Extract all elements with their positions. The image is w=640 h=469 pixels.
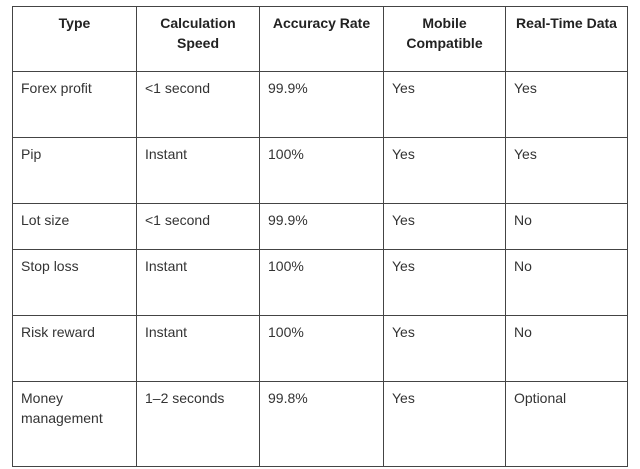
cell-mobile-compatible: Yes <box>384 250 506 316</box>
cell-type: Forex profit <box>13 72 137 138</box>
cell-type: Money management <box>13 382 137 467</box>
table-row <box>13 204 628 250</box>
cell-accuracy-rate: 99.8% <box>260 382 384 467</box>
cell-accuracy-rate: 99.9% <box>260 72 384 138</box>
comparison-table-container <box>12 6 627 467</box>
cell-calculation-speed: <1 second <box>137 204 260 250</box>
cell-real-time-data: Yes <box>506 72 628 138</box>
calculator-comparison-table <box>12 6 628 467</box>
cell-accuracy-rate: 100% <box>260 250 384 316</box>
table-row <box>13 138 628 204</box>
header-accuracy-rate: Accuracy Rate <box>260 7 384 72</box>
cell-mobile-compatible: Yes <box>384 316 506 382</box>
cell-type: Stop loss <box>13 250 137 316</box>
cell-mobile-compatible: Yes <box>384 204 506 250</box>
cell-calculation-speed: Instant <box>137 138 260 204</box>
cell-mobile-compatible: Yes <box>384 72 506 138</box>
cell-calculation-speed: Instant <box>137 250 260 316</box>
cell-calculation-speed: Instant <box>137 316 260 382</box>
cell-mobile-compatible: Yes <box>384 138 506 204</box>
cell-mobile-compatible: Yes <box>384 382 506 467</box>
cell-accuracy-rate: 100% <box>260 138 384 204</box>
table-row <box>13 72 628 138</box>
cell-real-time-data: Optional <box>506 382 628 467</box>
cell-real-time-data: No <box>506 316 628 382</box>
cell-type: Pip <box>13 138 137 204</box>
cell-accuracy-rate: 100% <box>260 316 384 382</box>
table-row <box>13 316 628 382</box>
header-calculation-speed: Calculation Speed <box>137 7 260 72</box>
cell-real-time-data: No <box>506 250 628 316</box>
cell-real-time-data: Yes <box>506 138 628 204</box>
table-row <box>13 250 628 316</box>
cell-real-time-data: No <box>506 204 628 250</box>
cell-accuracy-rate: 99.9% <box>260 204 384 250</box>
header-type: Type <box>13 7 137 72</box>
cell-type: Risk reward <box>13 316 137 382</box>
header-real-time-data: Real-Time Data <box>506 7 628 72</box>
cell-calculation-speed: <1 second <box>137 72 260 138</box>
table-row <box>13 382 628 467</box>
cell-calculation-speed: 1–2 seconds <box>137 382 260 467</box>
header-mobile-compatible: Mobile Compatible <box>384 7 506 72</box>
cell-type: Lot size <box>13 204 137 250</box>
table-header-row <box>13 7 628 72</box>
